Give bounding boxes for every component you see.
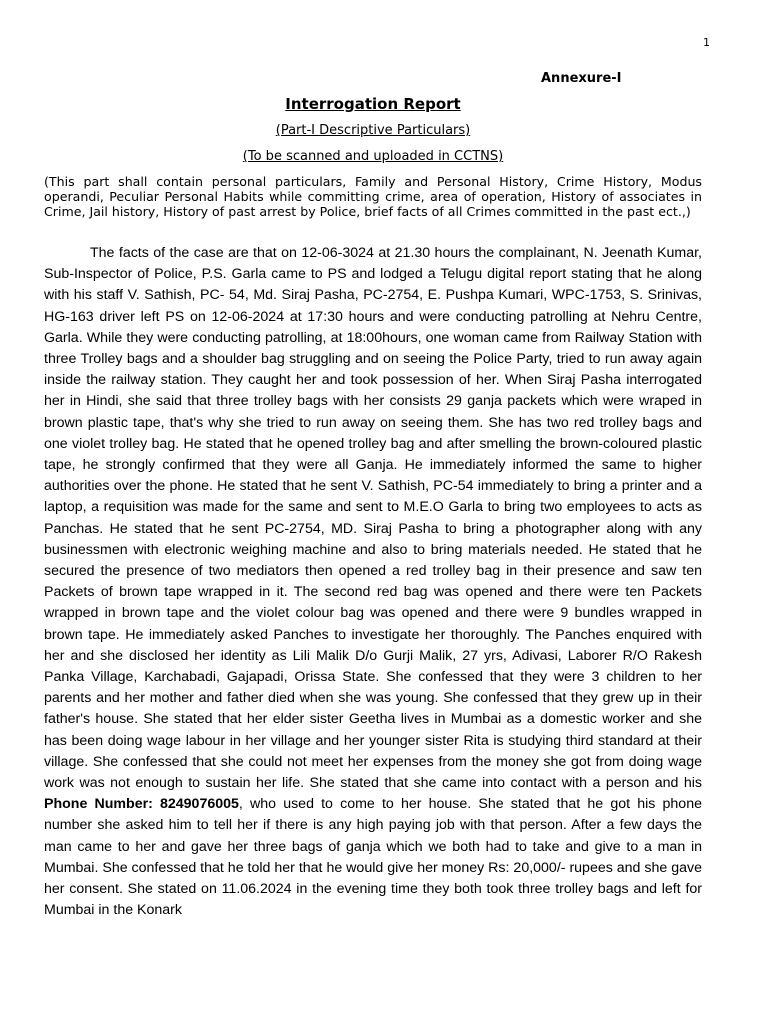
subtitle-part-one: (Part-I Descriptive Particulars)	[275, 123, 471, 138]
annexure-label: Annexure-I	[541, 71, 622, 86]
facts-section	[44, 243, 702, 922]
report-title: Interrogation Report	[285, 95, 461, 113]
subtitle-cctns: (To be scanned and uploaded in CCTNS)	[242, 149, 504, 164]
facts-text-part-2: , who used to come to her house. She stated that he got his phone number she asked him to tell her if there is any high paying job with that person. After a few days the man came to her and gave her three bags of ganja which we both had to take and give to a man in Mumbai. She confessed that he told her that he would give her money Rs: 20,000/- rupees and she gave her consent. She stated on 11.06.2024 in the evening time they both took three trolley bags and left for Mumbai in the Konark	[44, 796, 702, 919]
phone-number: Phone Number: 8249076005	[44, 796, 239, 813]
page-number: 1	[703, 36, 710, 49]
facts-paragraph	[44, 243, 702, 922]
instructions-paragraph: (This part shall contain personal particulars, Family and Personal History, Crime History, Modus operandi, Peculiar Personal Habits while committing crime, area of operation, History of associates in Crime, Jail history, History of past arrest by Police, brief facts of all Crimes committed in the past ect.,)	[44, 174, 702, 219]
facts-text-part-1: The facts of the case are that on 12-06-3024 at 21.30 hours the complainant, N. Jeenath Kumar, Sub-Inspector of Police, P.S. Garla came to PS and lodged a Telugu digital report stating that he along with his staff V. Sathish, PC- 54, Md. Siraj Pasha, PC-2754, E. Pushpa Kumari, WPC-1753, S. Srinivas, HG-163 driver left PS on 12-06-2024 at 17:30 hours and were conducting patrolling at Nehru Centre, Garla. While they were conducting patrolling, at 18:00hours, one woman came from Railway Station with three Trolley bags and a shoulder bag struggling and on seeing the Police Party, tried to run away again inside the railway station. They caught her and took possession of her. When Siraj Pasha interrogated her in Hindi, she said that three trolley bags with her consists 29 ganja packets which were wraped in brown plastic tape, that's why she tried to run away on seeing them. She has two red trolley bags and one violet trolley bag. He stated that he opened trolley bag and after smelling the brown-coloured plastic tape, he strongly confirmed that they were all Ganja. He immediately informed the same to higher authorities over the phone. He stated that he sent V. Sathish, PC-54 immediately to bring a printer and a laptop, a requisition was made for the same and sent to M.E.O Garla to bring two employees to acts as Panchas. He stated that he sent PC-2754, MD. Siraj Pasha to bring a photographer along with any businessmen with electronic weighing machine and also to bring materials needed. He stated that he secured the presence of two mediators then opened a red trolley bag in their presence and saw ten Packets of brown tape wrapped in it. The second red bag was opened and there were ten Packets wrapped in brown tape and the violet colour bag was opened and there were 9 bundles wrapped in brown tape. He immediately asked Panches to investigate her thoroughly. The Panches enquired with her and she disclosed her identity as Lili Malik D/o Gurji Malik, 27 yrs, Adivasi, Laborer R/O Rakesh Panka Village, Karchabadi, Gajapadi, Orissa State. She confessed that they were 3 children to her parents and her mother and father died when she was young. She confessed that they grew up in their father's house. She stated that her elder sister Geetha lives in Mumbai as a domestic worker and she has been doing wage labour in her village and her younger sister Rita is studying third standard at their village. She confessed that she could not meet her expenses from the money she got from doing wage work was not enough to sustain her life. She stated that she came into contact with a person and his	[44, 245, 702, 792]
